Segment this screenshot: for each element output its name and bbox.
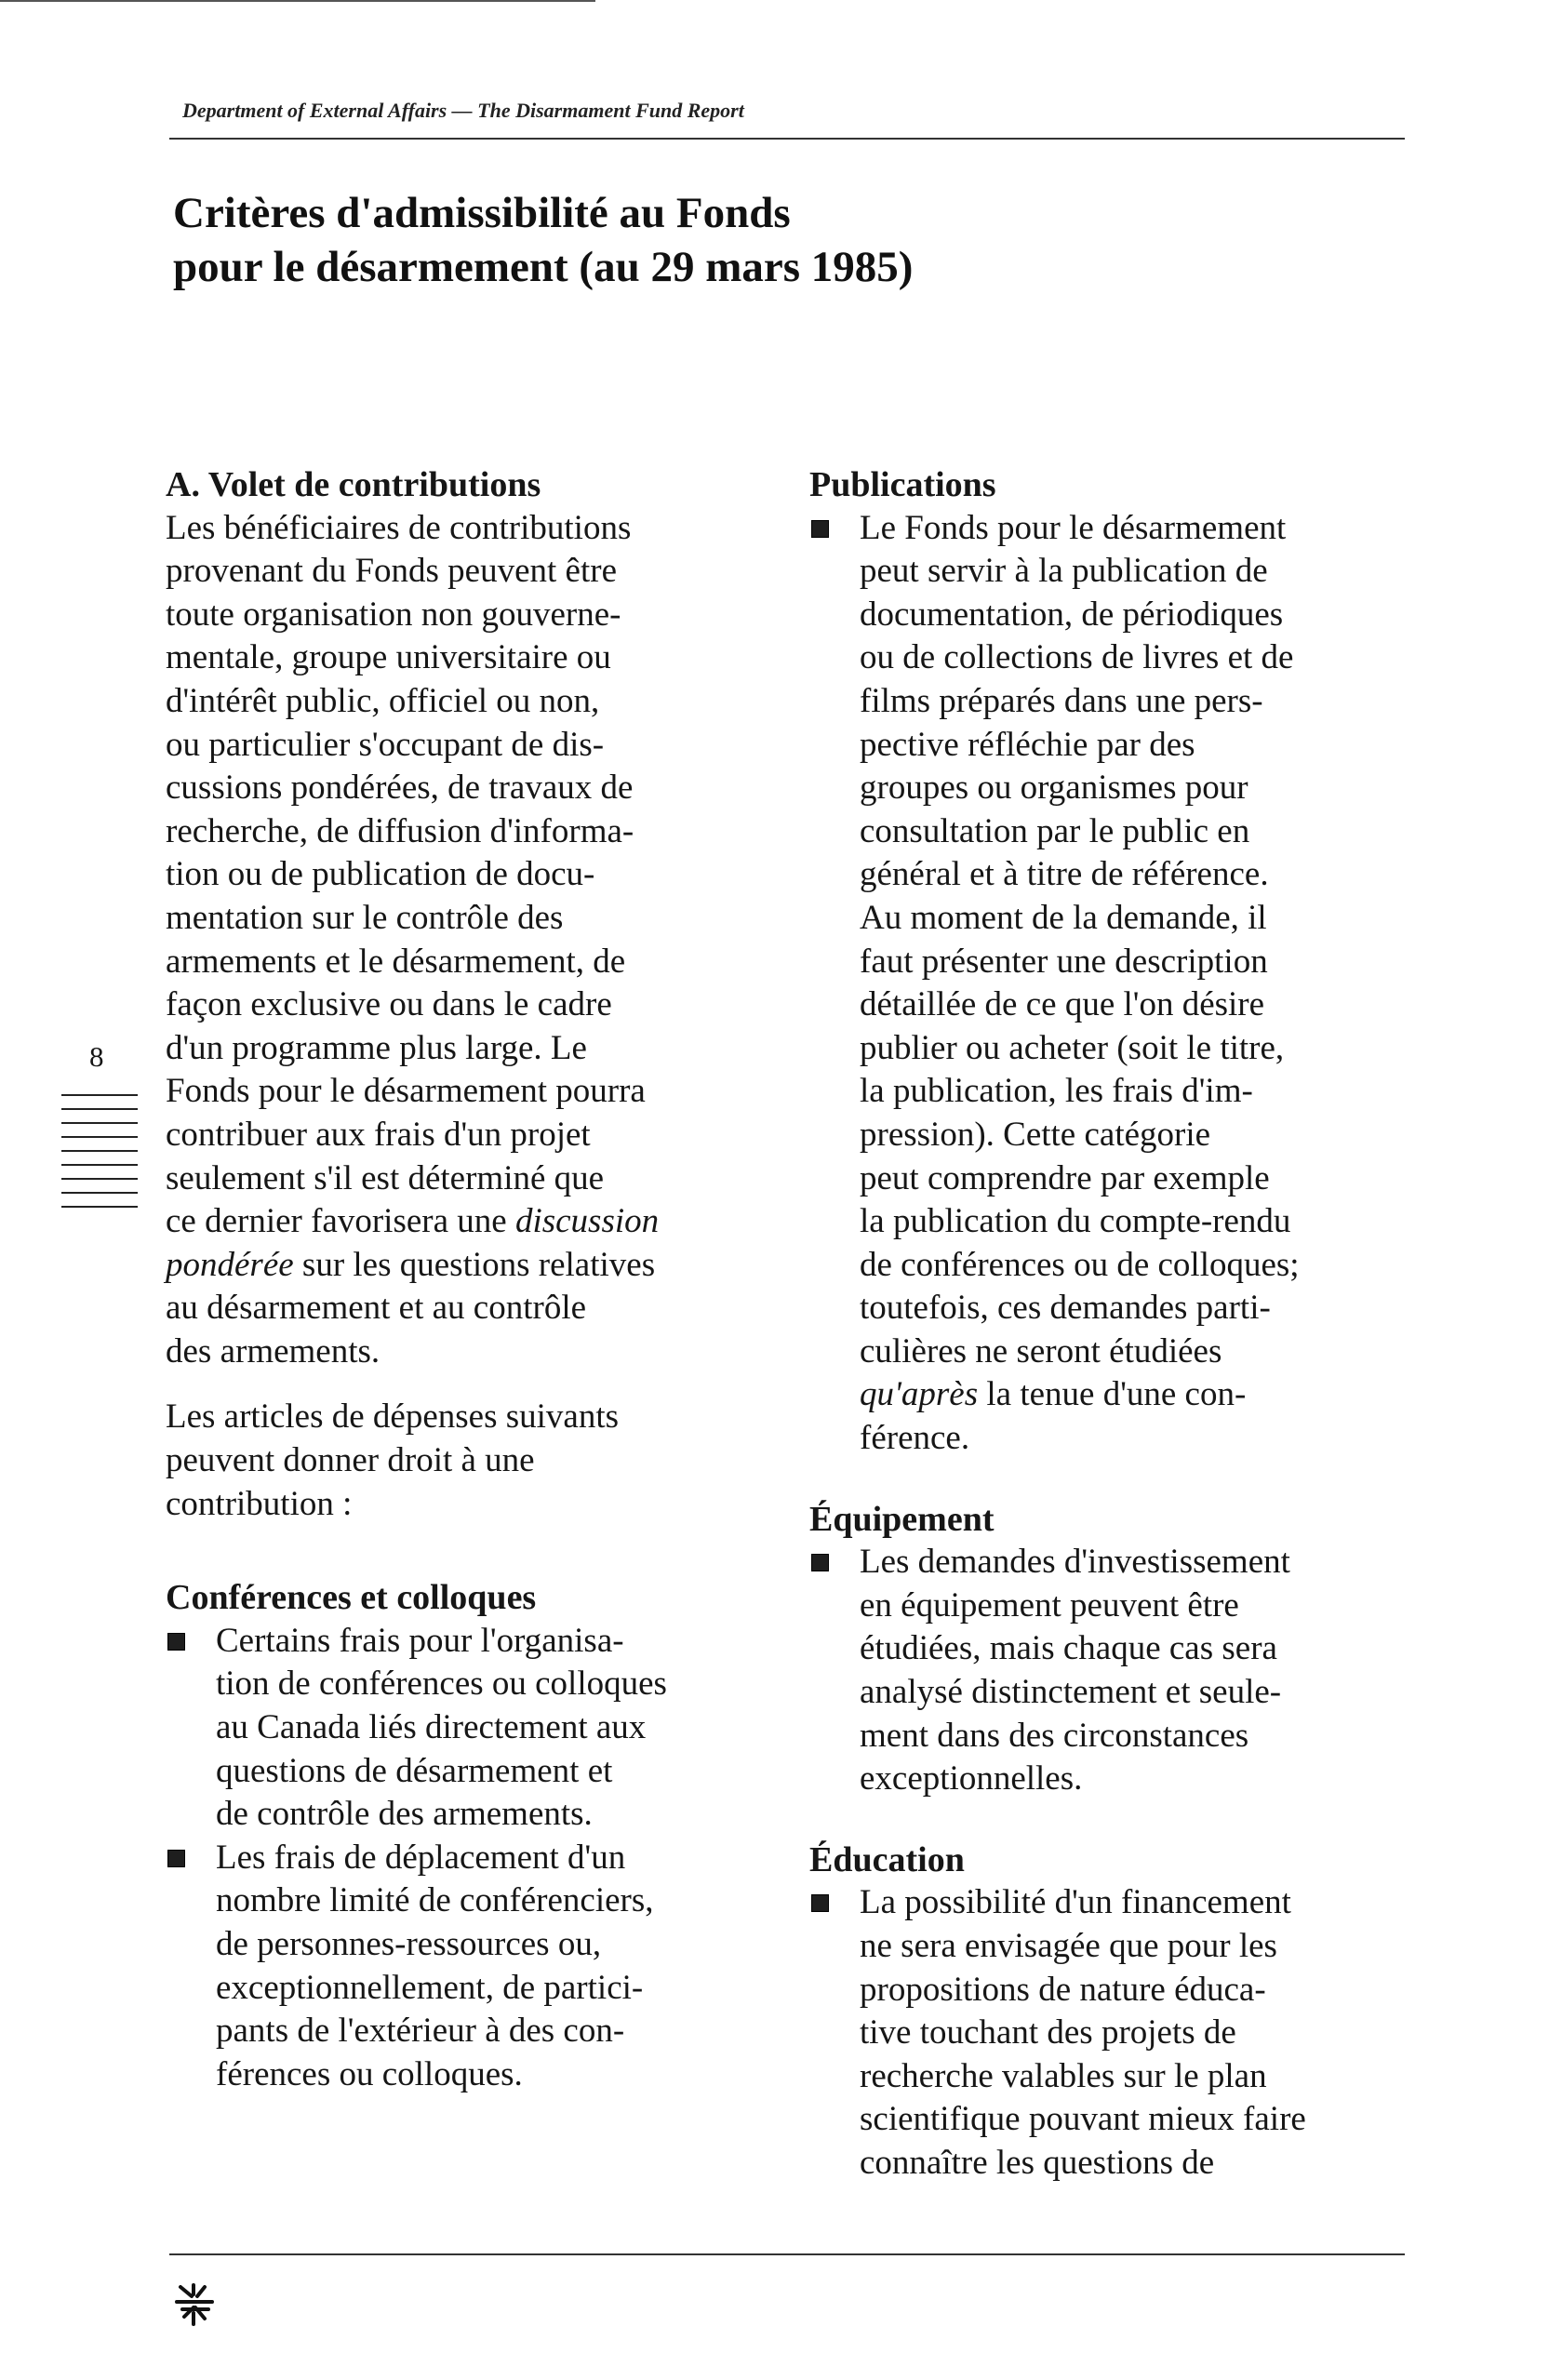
list-item bbox=[809, 1541, 1405, 1801]
text-line: contribution : bbox=[166, 1484, 353, 1523]
text-line: étudiées, mais chaque cas sera bbox=[860, 1629, 1277, 1668]
header-rule bbox=[169, 138, 1405, 140]
text-line bbox=[166, 1244, 761, 1288]
text-line: férence. bbox=[860, 1419, 970, 1458]
text-line: tion de conférences ou colloques bbox=[216, 1665, 667, 1704]
text-line: pression). Cette catégorie bbox=[860, 1115, 1211, 1154]
text-line: contribuer aux frais d'un projet bbox=[166, 1115, 591, 1154]
text-line: films préparés dans une pers- bbox=[860, 681, 1263, 720]
text-line: mentation sur le contrôle des bbox=[166, 898, 564, 937]
text-line: Certains frais pour l'organisa- bbox=[216, 1621, 624, 1660]
text-line: nombre limité de conférenciers, bbox=[216, 1881, 654, 1920]
text-line: de contrôle des armements. bbox=[216, 1795, 593, 1834]
text-line: documentation, de périodiques bbox=[860, 595, 1284, 634]
emphasis-text: qu'après bbox=[860, 1375, 979, 1414]
running-head: Department of External Affairs — The Disarmament Fund Report bbox=[182, 99, 744, 122]
text-line: Les articles de dépenses suivants bbox=[166, 1397, 620, 1437]
section-heading-education: Éducation bbox=[809, 1839, 965, 1879]
text-line: des armements. bbox=[166, 1331, 380, 1371]
list-item bbox=[809, 1881, 1405, 2185]
text-line: ou de collections de livres et de bbox=[860, 638, 1294, 677]
text-line: propositions de nature éduca- bbox=[860, 1970, 1266, 2009]
right-column bbox=[809, 463, 1405, 2186]
text-line: tion ou de publication de docu- bbox=[166, 855, 595, 894]
text-line: peuvent donner droit à une bbox=[166, 1441, 535, 1480]
page-title-line-2: pour le désarmement (au 29 mars 1985) bbox=[173, 243, 914, 291]
text-line: Fonds pour le désarmement pourra bbox=[166, 1072, 646, 1111]
text-line: peut comprendre par exemple bbox=[860, 1158, 1270, 1197]
expenses-paragraph bbox=[166, 1396, 761, 1526]
margin-tick-marks bbox=[61, 1094, 138, 1220]
section-heading-publications: Publications bbox=[809, 465, 996, 504]
text-line: toute organisation non gouverne- bbox=[166, 595, 621, 634]
text-line: de conférences ou de colloques; bbox=[860, 1245, 1300, 1284]
text-line: cussions pondérées, de travaux de bbox=[166, 769, 634, 808]
text-line: ment dans des circonstances bbox=[860, 1716, 1249, 1755]
page-number: 8 bbox=[89, 1040, 104, 1073]
text-line: recherche valables sur le plan bbox=[860, 2056, 1267, 2095]
text-line: exceptionnellement, de partici- bbox=[216, 1968, 644, 2007]
page-title-line-1: Critères d'admissibilité au Fonds bbox=[173, 189, 791, 237]
text-line: scientifique pouvant mieux faire bbox=[860, 2100, 1306, 2139]
text-line: d'intérêt public, officiel ou non, bbox=[166, 681, 600, 720]
emphasis-text: discussion bbox=[514, 1202, 660, 1241]
text-line: provenant du Fonds peuvent être bbox=[166, 552, 617, 591]
dove-logo-icon bbox=[173, 2281, 216, 2328]
text-line: publier ou acheter (soit le titre, bbox=[860, 1028, 1285, 1067]
text-line: groupes ou organismes pour bbox=[860, 769, 1248, 808]
text-line: Le Fonds pour le désarmement bbox=[860, 508, 1287, 547]
text-line: Au moment de la demande, il bbox=[860, 898, 1267, 937]
list-item bbox=[166, 1837, 761, 2097]
list-item bbox=[166, 1620, 761, 1837]
text-run: sur les questions relatives bbox=[293, 1245, 656, 1284]
text-line: ne sera envisagée que pour les bbox=[860, 1927, 1277, 1965]
text-line: en équipement peuvent être bbox=[860, 1585, 1239, 1625]
text-run: ce dernier favorisera une bbox=[166, 1202, 515, 1241]
text-line: mentale, groupe universitaire ou bbox=[166, 638, 611, 677]
text-line: Les bénéficiaires de contributions bbox=[166, 508, 632, 547]
footer-rule bbox=[169, 2253, 1405, 2255]
text-line: connaître les questions de bbox=[860, 2143, 1215, 2182]
text-line: de personnes-ressources ou, bbox=[216, 1925, 602, 1963]
left-column bbox=[166, 463, 761, 2096]
text-line: férences ou colloques. bbox=[216, 2054, 523, 2093]
text-line: ou particulier s'occupant de dis- bbox=[166, 725, 605, 764]
text-line: La possibilité d'un financement bbox=[860, 1883, 1291, 1922]
text-line: culières ne seront étudiées bbox=[860, 1331, 1222, 1371]
text-line: exceptionnelles. bbox=[860, 1759, 1083, 1798]
intro-paragraph bbox=[166, 507, 761, 1374]
text-line: tive touchant des projets de bbox=[860, 2013, 1236, 2052]
text-line: faut présenter une description bbox=[860, 942, 1268, 981]
section-heading-equipment: Équipement bbox=[809, 1499, 995, 1539]
text-line: Les frais de déplacement d'un bbox=[216, 1838, 626, 1877]
text-line: détaillée de ce que l'on désire bbox=[860, 985, 1265, 1024]
text-run: la tenue d'une con- bbox=[978, 1375, 1247, 1414]
text-line: consultation par le public en bbox=[860, 811, 1250, 850]
text-line: la publication du compte-rendu bbox=[860, 1202, 1291, 1241]
list-item bbox=[809, 507, 1405, 1461]
text-line bbox=[166, 1200, 761, 1244]
text-line: au Canada liés directement aux bbox=[216, 1708, 647, 1747]
text-line: seulement s'il est déterminé que bbox=[166, 1158, 605, 1197]
square-bullet-icon bbox=[811, 1554, 829, 1571]
text-line: recherche, de diffusion d'informa- bbox=[166, 811, 634, 850]
square-bullet-icon bbox=[167, 1633, 185, 1651]
square-bullet-icon bbox=[167, 1850, 185, 1867]
text-line: d'un programme plus large. Le bbox=[166, 1028, 587, 1067]
text-line: questions de désarmement et bbox=[216, 1751, 613, 1790]
text-line: pective réfléchie par des bbox=[860, 725, 1195, 764]
text-line: général et à titre de référence. bbox=[860, 855, 1269, 894]
text-line bbox=[860, 1373, 1405, 1417]
text-line: pants de l'extérieur à des con- bbox=[216, 2012, 625, 2051]
square-bullet-icon bbox=[811, 1894, 829, 1912]
text-line: armements et le désarmement, de bbox=[166, 942, 626, 981]
top-edge-rule bbox=[0, 0, 595, 2]
text-line: la publication, les frais d'im- bbox=[860, 1072, 1253, 1111]
emphasis-text: pondérée bbox=[166, 1245, 294, 1284]
text-line: au désarmement et au contrôle bbox=[166, 1289, 587, 1328]
square-bullet-icon bbox=[811, 520, 829, 538]
section-heading-conferences: Conférences et colloques bbox=[166, 1578, 537, 1618]
section-heading-contributions: A. Volet de contributions bbox=[166, 465, 541, 504]
text-line: analysé distinctement et seule- bbox=[860, 1673, 1282, 1712]
text-line: toutefois, ces demandes parti- bbox=[860, 1289, 1271, 1328]
text-line: peut servir à la publication de bbox=[860, 552, 1268, 591]
text-line: façon exclusive ou dans le cadre bbox=[166, 985, 612, 1024]
text-line: Les demandes d'investissement bbox=[860, 1543, 1290, 1582]
page-title bbox=[173, 186, 1382, 294]
